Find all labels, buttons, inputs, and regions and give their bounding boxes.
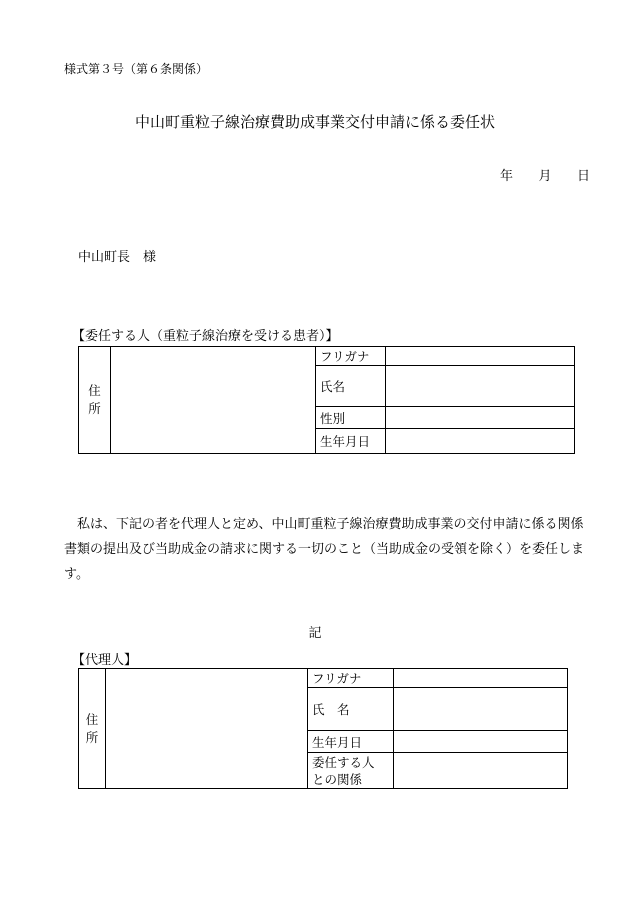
principal-furigana-input[interactable] — [386, 347, 575, 366]
agent-relation-label: 委任する人 との関係 — [308, 753, 394, 789]
date-year-label: 年 — [500, 169, 514, 184]
principal-heading: 【委任する人（重粒子線治療を受ける患者）】 — [72, 329, 339, 344]
principal-gender-label: 性別 — [316, 407, 386, 429]
agent-birthdate-label: 生年月日 — [308, 731, 394, 753]
agent-furigana-label: フリガナ — [308, 669, 394, 688]
agent-address-input[interactable] — [106, 669, 308, 789]
date-day-label: 日 — [576, 169, 590, 184]
agent-heading: 【代理人】 — [72, 653, 138, 668]
agent-name-label: 氏 名 — [308, 688, 394, 731]
principal-name-label: 氏名 — [316, 366, 386, 407]
agent-table — [78, 668, 568, 789]
body-text: 私は、下記の者を代理人と定め、中山町重粒子線治療費助成事業の交付申請に係る関係書類の提出及び当助成金の請求に関する一切のこと（当助成金の受領を除く）を委任します。 — [64, 517, 585, 582]
principal-furigana-label: フリガナ — [316, 347, 386, 366]
agent-address-label: 住 所 — [79, 669, 106, 789]
agent-name-input[interactable] — [394, 688, 568, 731]
principal-name-input[interactable] — [386, 366, 575, 407]
form-number: 様式第３号（第６条関係） — [64, 62, 209, 76]
agent-birthdate-input[interactable] — [394, 731, 568, 753]
principal-table — [78, 346, 575, 454]
principal-gender-input[interactable] — [386, 407, 575, 429]
agent-relation-input[interactable] — [394, 753, 568, 789]
agent-furigana-input[interactable] — [394, 669, 568, 688]
principal-address-input[interactable] — [111, 347, 316, 454]
principal-birthdate-input[interactable] — [386, 429, 575, 454]
addressee: 中山町長 様 — [78, 250, 157, 265]
record-marker: 記 — [308, 626, 322, 641]
date-month-label: 月 — [538, 169, 552, 184]
principal-address-label: 住 所 — [79, 347, 111, 454]
date-line — [500, 165, 590, 184]
document-title: 中山町重粒子線治療費助成事業交付申請に係る委任状 — [134, 113, 495, 131]
principal-birthdate-label: 生年月日 — [316, 429, 386, 454]
